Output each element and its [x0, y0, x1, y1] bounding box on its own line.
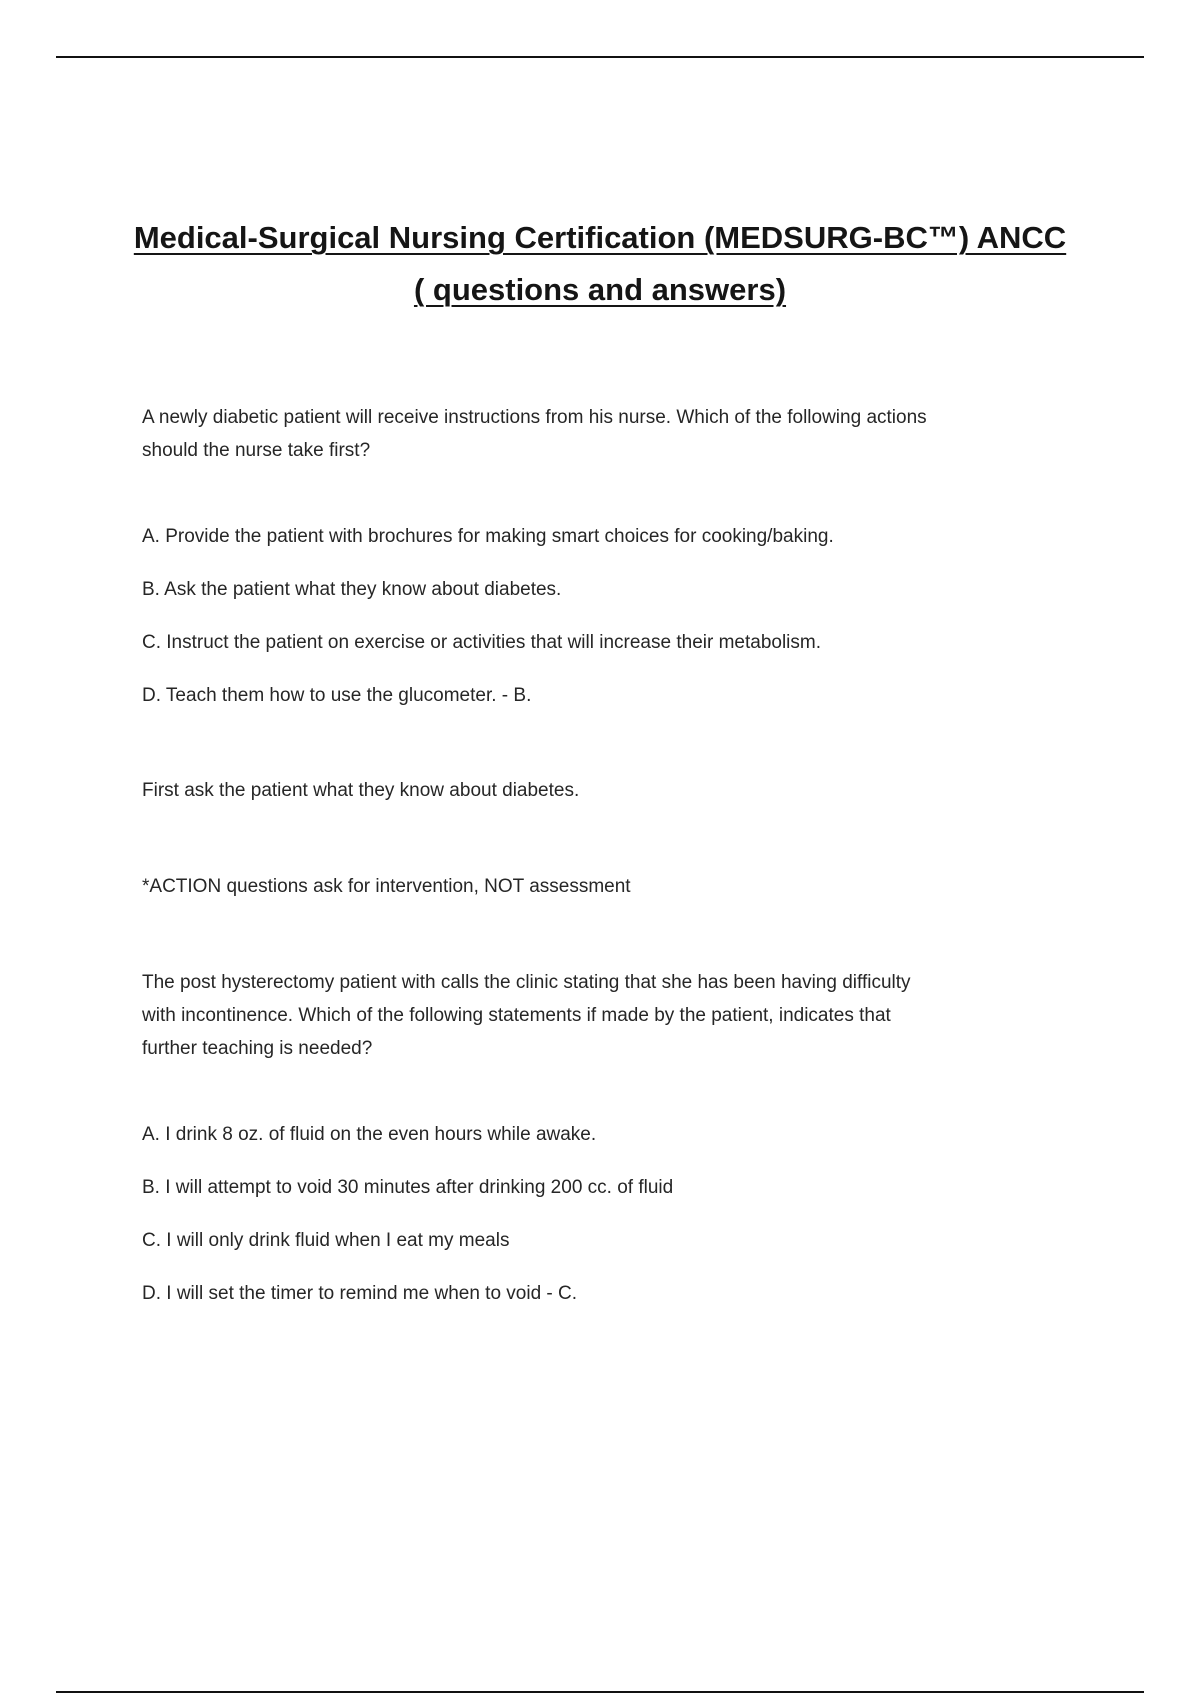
- question-2-option-b: B. I will attempt to void 30 minutes after drinking 200 cc. of fluid: [142, 1177, 674, 1198]
- document-title: [100, 212, 1100, 316]
- question-1-prompt-line-2: should the nurse take first?: [142, 440, 371, 461]
- question-1-option-d: D. Teach them how to use the glucometer. - B.: [142, 685, 532, 706]
- question-2-prompt-line-3: further teaching is needed?: [142, 1038, 373, 1059]
- question-2-option-d: D. I will set the timer to remind me when to void - C.: [142, 1283, 578, 1304]
- question-2-option-c: C. I will only drink fluid when I eat my meals: [142, 1230, 510, 1251]
- bottom-rule: [56, 1691, 1144, 1693]
- question-2: [142, 966, 1072, 1310]
- question-1-option-b: B. Ask the patient what they know about diabetes.: [142, 579, 562, 600]
- question-2-option-a: A. I drink 8 oz. of fluid on the even hours while awake.: [142, 1124, 597, 1145]
- question-1-note: *ACTION questions ask for intervention, NOT assessment: [142, 876, 631, 897]
- question-1-option-a: A. Provide the patient with brochures for making smart choices for cooking/baking.: [142, 526, 834, 547]
- question-1: [142, 401, 1072, 903]
- question-1-option-c: C. Instruct the patient on exercise or activities that will increase their metabolism.: [142, 632, 822, 653]
- question-1-prompt-line-1: A newly diabetic patient will receive instructions from his nurse. Which of the following actions: [142, 407, 927, 428]
- title-line-1: Medical-Surgical Nursing Certification (MEDSURG-BC™) ANCC: [133, 220, 1067, 255]
- top-rule: [56, 56, 1144, 58]
- document-body: [142, 401, 1072, 1310]
- question-1-explanation: First ask the patient what they know about diabetes.: [142, 780, 580, 801]
- title-line-2: ( questions and answers): [413, 272, 787, 307]
- question-2-prompt-line-1: The post hysterectomy patient with calls the clinic stating that she has been having difficulty: [142, 972, 911, 993]
- question-2-prompt-line-2: with incontinence. Which of the following statements if made by the patient, indicates that: [142, 1005, 891, 1026]
